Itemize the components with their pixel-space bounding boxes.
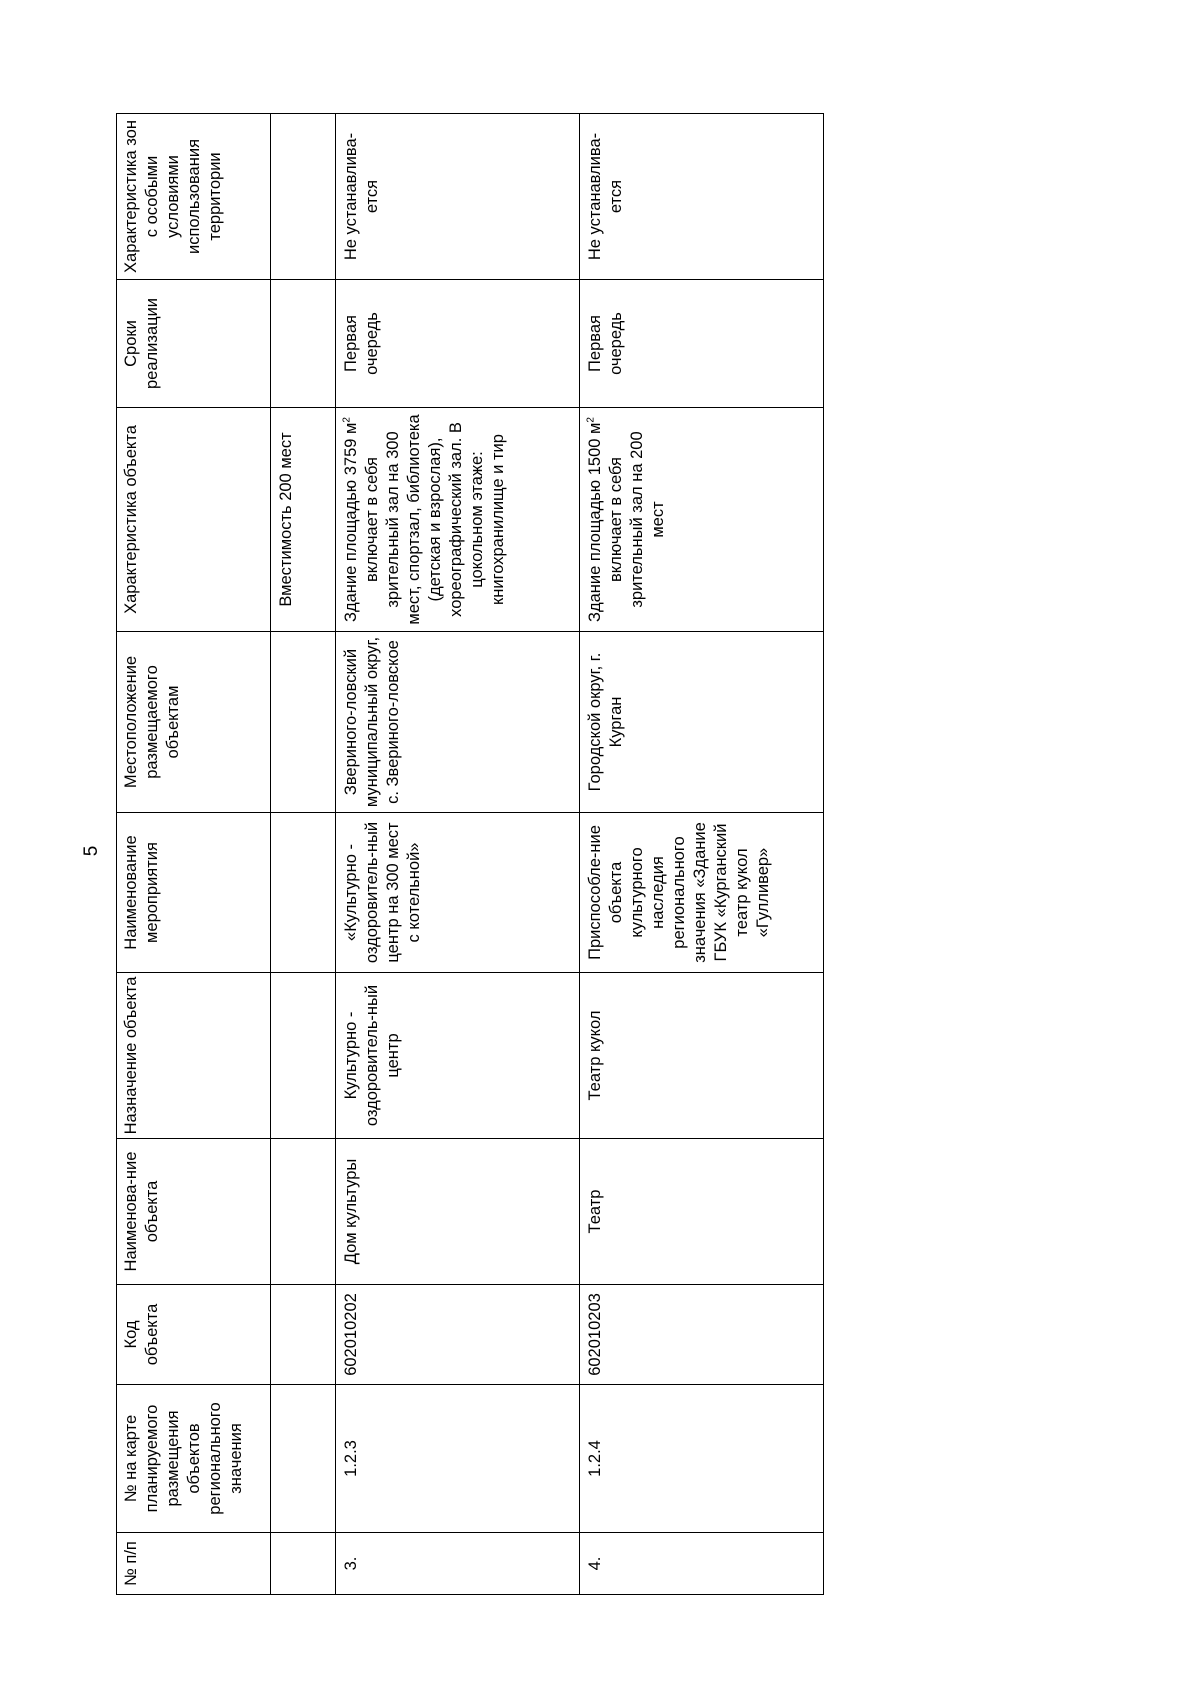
table-cell-purpose: Культурно - оздоровитель-ный центр	[336, 973, 580, 1139]
table-cell	[271, 632, 336, 813]
table-cell	[271, 114, 336, 280]
header-cell-num: № п/п	[117, 1533, 271, 1595]
table-cell	[271, 1533, 336, 1595]
table-header-row	[117, 114, 271, 1595]
table-cell-location: Городской округ, г. Курган	[580, 632, 824, 813]
characteristic-text-post: включает в себя зрительный зал на 200 мест	[607, 431, 667, 608]
table-cell	[271, 1139, 336, 1285]
table-cell	[271, 813, 336, 973]
table-cell-purpose: Театр кукол	[580, 973, 824, 1139]
table-cell-location: Звериного-ловский муниципальный округ, с. Звериного-ловское	[336, 632, 580, 813]
table-cell	[271, 973, 336, 1139]
table-cell-characteristic: Вместимость 200 мест	[271, 408, 336, 632]
table-cell	[271, 1285, 336, 1385]
table-cell-code: 602010203	[580, 1285, 824, 1385]
characteristic-text-pre: Здание площадью 1500 м	[586, 422, 604, 622]
table-cell-num: 3.	[336, 1533, 580, 1595]
table-cell-name: Дом культуры	[336, 1139, 580, 1285]
characteristic-text-post: включает в себя зрительный зал на 300 мест, спортзал, библиотека (детская и взрослая), хореографический зал. В цокольном этаже: книгохранилище и тир	[363, 414, 507, 625]
table-cell-characteristic	[336, 408, 580, 632]
table-cell-name: Театр	[580, 1139, 824, 1285]
header-cell-purpose: Назначение объекта	[117, 973, 271, 1139]
table-cell-measure: Приспособле-ние объекта культурного наследия регионального значения «Здание ГБУК «Курганский театр кукол «Гулливер»	[580, 813, 824, 973]
table-cell	[271, 280, 336, 408]
table-row-continuation	[271, 114, 336, 1595]
header-cell-measure: Наименование мероприятия	[117, 813, 271, 973]
header-cell-zones: Характеристика зон с особыми условиями использования территории	[117, 114, 271, 280]
header-cell-code: Код объекта	[117, 1285, 271, 1385]
header-cell-name: Наименова-ние объекта	[117, 1139, 271, 1285]
table-cell-measure: «Культурно - оздоровитель-ный центр на 300 мест с котельной»	[336, 813, 580, 973]
header-cell-term: Сроки реализации	[117, 280, 271, 408]
table-cell-zones: Не устанавлива-ется	[336, 114, 580, 280]
superscript-2: 2	[341, 417, 353, 423]
superscript-2: 2	[585, 417, 597, 423]
table-cell-map-num: 1.2.4	[580, 1385, 824, 1533]
header-cell-characteristic: Характеристика объекта	[117, 408, 271, 632]
table-cell-map-num: 1.2.3	[336, 1385, 580, 1533]
page-number: 5	[81, 845, 102, 857]
table-cell-term: Первая очередь	[336, 280, 580, 408]
table-row	[580, 114, 824, 1595]
table-cell-code: 602010202	[336, 1285, 580, 1385]
characteristic-text-pre: Здание площадью 3759 м	[342, 422, 360, 622]
header-cell-location: Местоположение размещаемого объектам	[117, 632, 271, 813]
table-cell-term: Первая очередь	[580, 280, 824, 408]
table-cell-characteristic	[580, 408, 824, 632]
objects-table	[116, 113, 824, 1595]
document-table-rotated	[116, 114, 822, 1595]
table-row	[336, 114, 580, 1595]
header-cell-map-num: № на карте планируемого размещения объектов регионального значения	[117, 1385, 271, 1533]
table-cell-num: 4.	[580, 1533, 824, 1595]
table-cell-zones: Не устанавлива-ется	[580, 114, 824, 280]
table-cell	[271, 1385, 336, 1533]
